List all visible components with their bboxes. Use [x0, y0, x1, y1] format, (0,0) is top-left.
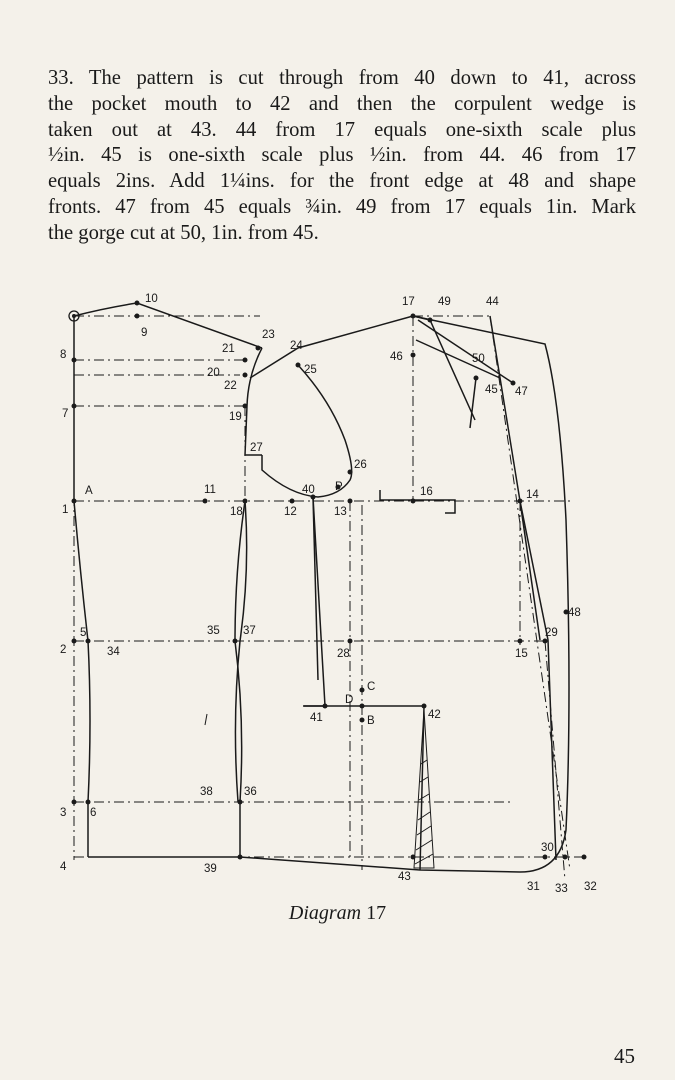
label-14: 14: [526, 489, 539, 501]
label-13: 13: [334, 506, 347, 518]
label-42: 42: [428, 709, 441, 721]
paragraph-line: ½in. 45 is one-sixth scale plus ½in. from 44. 46 from 17: [48, 144, 636, 167]
pattern-diagram: [0, 280, 675, 900]
label-25: 25: [304, 364, 317, 376]
label-10: 10: [145, 293, 158, 305]
label-20: 20: [207, 367, 220, 379]
label-23: 23: [262, 329, 275, 341]
label-34: 34: [107, 646, 120, 658]
label-33: 33: [555, 883, 568, 895]
paragraph-line: taken out at 43. 44 from 17 equals one-sixth scale plus: [48, 118, 636, 141]
label-46: 46: [390, 351, 403, 363]
label-31: 31: [527, 881, 540, 893]
diagram-caption: [0, 902, 675, 925]
label-41: 41: [310, 712, 323, 724]
paragraph-line: the pocket mouth to 42 and then the corpulent wedge is: [48, 92, 636, 115]
points: [69, 301, 587, 860]
label-32: 32: [584, 881, 597, 893]
label-38: 38: [200, 786, 213, 798]
label-45: 45: [485, 384, 498, 396]
caption-word: Diagram: [288, 902, 362, 924]
label-35: 35: [207, 625, 220, 637]
label-9: 9: [141, 327, 148, 339]
label-5: 5: [80, 627, 87, 639]
label-2: 2: [60, 644, 67, 656]
paragraph-line: equals 2ins. Add 1¼ins. for the front edge at 48 and shape: [48, 170, 636, 193]
label-1: 1: [62, 504, 69, 516]
label-8: 8: [60, 349, 67, 361]
label-6: 6: [90, 807, 97, 819]
label-27: 27: [250, 442, 263, 454]
label-11: 11: [204, 484, 216, 496]
back-outline: [74, 303, 520, 872]
label-30: 30: [541, 842, 554, 854]
caption-number: 17: [366, 902, 387, 924]
label-4: 4: [60, 861, 67, 873]
paragraph-line: 33. The pattern is cut through from 40 down to 41, across: [48, 67, 636, 89]
label-37: 37: [243, 625, 256, 637]
label-P: P: [335, 481, 343, 493]
stray-mark: [205, 714, 207, 725]
label-D: D: [345, 694, 354, 706]
instruction-paragraph: [48, 66, 636, 247]
vline-44: [490, 316, 570, 870]
label-C: C: [367, 681, 376, 693]
paragraph-line: fronts. 47 from 45 equals ¾in. 49 from 17 equals 1in. Mark: [48, 195, 636, 218]
label-12: 12: [284, 506, 297, 518]
label-15: 15: [515, 648, 528, 660]
construction-lines: [74, 316, 585, 880]
label-A: A: [85, 485, 93, 497]
label-22: 22: [224, 380, 237, 392]
label-40: 40: [302, 484, 315, 496]
label-3: 3: [60, 807, 67, 819]
point-labels: [60, 293, 597, 895]
label-48: 48: [568, 607, 581, 619]
label-36: 36: [244, 786, 257, 798]
label-17: 17: [402, 296, 415, 308]
front-outline: [250, 316, 569, 872]
label-21: 21: [222, 343, 235, 355]
label-19: 19: [229, 411, 242, 423]
label-44: 44: [486, 296, 499, 308]
page-number: 45: [614, 1044, 635, 1068]
label-18: 18: [230, 506, 243, 518]
paragraph-line: the gorge cut at 50, 1in. from 45.: [48, 221, 319, 244]
label-39: 39: [204, 863, 217, 875]
label-49: 49: [438, 296, 451, 308]
label-50: 50: [472, 353, 485, 365]
label-26: 26: [354, 459, 367, 471]
label-29: 29: [545, 627, 558, 639]
label-24: 24: [290, 340, 303, 352]
label-28: 28: [337, 648, 350, 660]
label-B: B: [367, 715, 375, 727]
label-16: 16: [420, 486, 433, 498]
label-7: 7: [62, 408, 69, 420]
label-43: 43: [398, 871, 411, 883]
label-47: 47: [515, 386, 528, 398]
